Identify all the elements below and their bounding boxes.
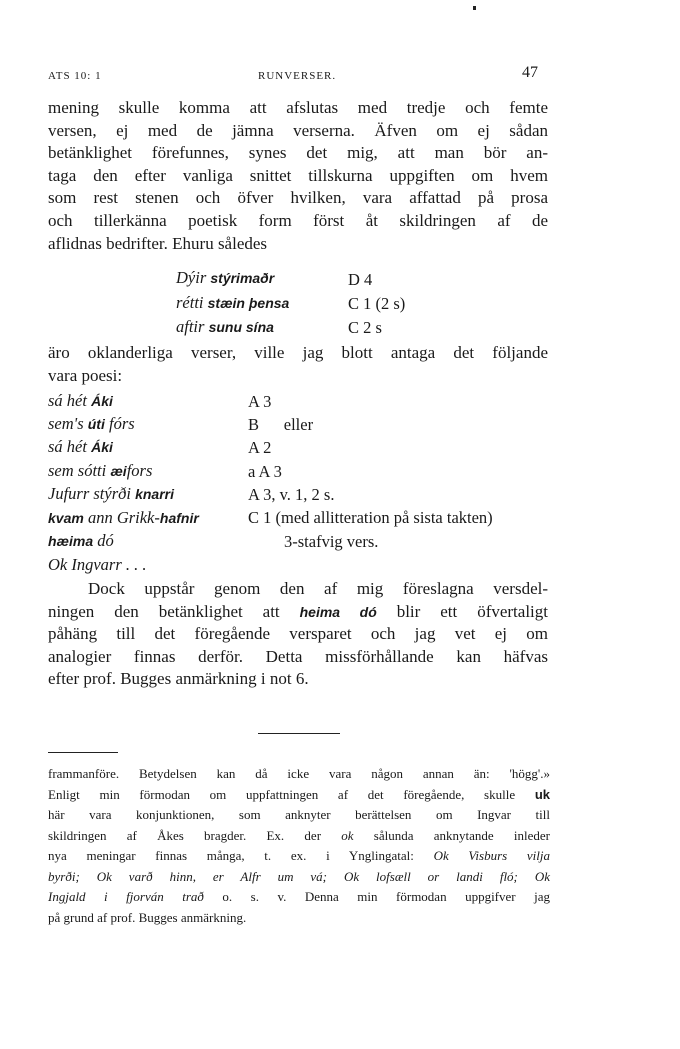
verse-text: fors (126, 461, 153, 480)
verse-code: 3-stafvig vers. (284, 532, 379, 551)
verse-text: fórs (104, 414, 135, 433)
paragraph-1 (48, 97, 548, 255)
text-line: vara poesi: (48, 365, 123, 385)
text-line: som rest stenen och öfver hvilken, vara affattad på prosa (48, 188, 548, 208)
text-span: skildringen af Åkes bragder. Ex. der (48, 827, 342, 843)
text-span: Enligt min förmodan om uppfattningen af det föregående, skulle (48, 786, 535, 802)
verse-code: A 3 (248, 392, 272, 411)
footnote (48, 764, 550, 928)
verse-runic-word: æi (110, 463, 127, 479)
verse-code: A 3, v. 1, 2 s. (248, 485, 335, 504)
verse-runic-word: stæin þensa (207, 295, 290, 311)
verse-line (48, 435, 113, 459)
running-header-left: ATS 10: 1 (48, 70, 102, 82)
footnote-rule (48, 752, 118, 753)
text-line: påhäng till det föregående versparet och jag vet ej om (48, 624, 548, 644)
verse-text: ann Grikk- (83, 508, 160, 527)
verse-text: Dýir (176, 268, 211, 287)
verse-line (48, 506, 199, 530)
verse-line (176, 315, 274, 339)
verse-line (48, 412, 135, 436)
footnote-line: på grund af prof. Bugges anmärkning. (48, 909, 247, 925)
verse-text: sá hét (48, 391, 92, 410)
verse-line (48, 459, 152, 483)
footnote-line: byrði; Ok varð hinn, er Alfr um vá; Ok lofsæll or landi fló; Ok (48, 868, 550, 884)
verse-text: sem sótti (48, 461, 111, 480)
verse-runic-word: kvam (48, 510, 84, 526)
verse-runic-word: Áki (91, 393, 113, 409)
verse-runic-word: hafnir (159, 510, 199, 526)
running-header-title: RUNVERSER. (258, 70, 337, 82)
section-divider (258, 733, 340, 734)
runic-word: uk (534, 786, 550, 802)
verse-line (48, 482, 174, 506)
text-line: versen, ej med de jämna verserna. Äfven om ej sådan (48, 120, 548, 140)
text-span: Ingjald i fjorván trað (48, 889, 204, 904)
text-line: Dock uppstår genom den af mig föreslagna versdel- (88, 579, 548, 598)
text-line: och tillerkänna poetisk form först åt skildringen af de (48, 210, 548, 230)
text-span: Ok Visburs vilja (433, 848, 550, 863)
paragraph-2 (48, 342, 548, 387)
verse-line (48, 389, 113, 413)
text-span: sålunda anknytande inleder (353, 827, 550, 843)
verse-line (48, 553, 147, 576)
text-span: o. s. v. Denna min förmodan uppgifver jag (203, 889, 550, 904)
verse-code: D 4 (348, 270, 373, 289)
footnote-line: frammanföre. Betydelsen kan då icke vara någon annan än: 'högg'.» (48, 766, 550, 781)
footnote-line (48, 785, 550, 806)
footnote-line (48, 826, 550, 847)
text-line: analogier finnas derför. Detta missförhållande kan häfvas (48, 646, 548, 666)
verse-runic-word: Áki (91, 439, 113, 455)
text-span: nya meningar finnas många, t. ex. i Ynglingatal: (48, 848, 434, 863)
verse-code: C 1 (2 s) (348, 294, 406, 313)
verse-text: Jufurr stýrði (48, 484, 136, 503)
text-line: betänklighet förefunnes, synes det mig, att man bör an- (48, 143, 548, 163)
text-line: aflidnas bedrifter. Ehuru således (48, 233, 268, 253)
verse-runic-word: sunu sína (208, 319, 274, 335)
verse-code: C 2 s (348, 318, 382, 337)
text-span: ok (341, 827, 354, 843)
text-line: taga den efter vanliga snittet tillskurna uppgiften om hvem (48, 165, 548, 185)
verse-runic-word: knarri (135, 486, 175, 502)
verse-code: a A 3 (248, 462, 282, 481)
verse-code: B eller (248, 415, 314, 434)
verse-text: sem's (48, 414, 88, 433)
verse-line (48, 529, 114, 553)
verse-code: C 1 (med allitteration på sista takten) (248, 508, 493, 527)
text-line (48, 601, 548, 624)
verse-line (176, 266, 274, 290)
verse-runic-word: úti (87, 416, 105, 432)
text-line: efter prof. Bugges anmärkning i not 6. (48, 669, 309, 689)
footnote-line: här vara konjunktionen, som anknyter berättelsen om Ingvar till (48, 807, 550, 822)
verse-line (176, 291, 289, 315)
verse-text: Ok Ingvarr . . . (48, 555, 147, 574)
page-number: 47 (522, 64, 538, 81)
verse-text: dó (93, 531, 114, 550)
verse-runic-word: stýrimaðr (210, 270, 275, 286)
text-line: äro oklanderliga verser, ville jag blott antaga det följande (48, 343, 548, 362)
verse-text: rétti (176, 293, 208, 312)
ink-dot (473, 6, 476, 10)
text-span: blir ett öfvertaligt (376, 601, 548, 621)
verse-text: aftir (176, 317, 209, 336)
footnote-line (48, 887, 550, 908)
runic-phrase: heima dó (299, 603, 377, 620)
footnote-line (48, 846, 550, 867)
verse-text: sá hét (48, 437, 92, 456)
paragraph-3 (48, 578, 548, 691)
text-span: ningen den betänklighet att (48, 601, 300, 621)
verse-code: A 2 (248, 438, 272, 457)
verse-runic-word: hæima (48, 533, 94, 549)
text-line: mening skulle komma att afslutas med tredje och femte (48, 98, 548, 117)
